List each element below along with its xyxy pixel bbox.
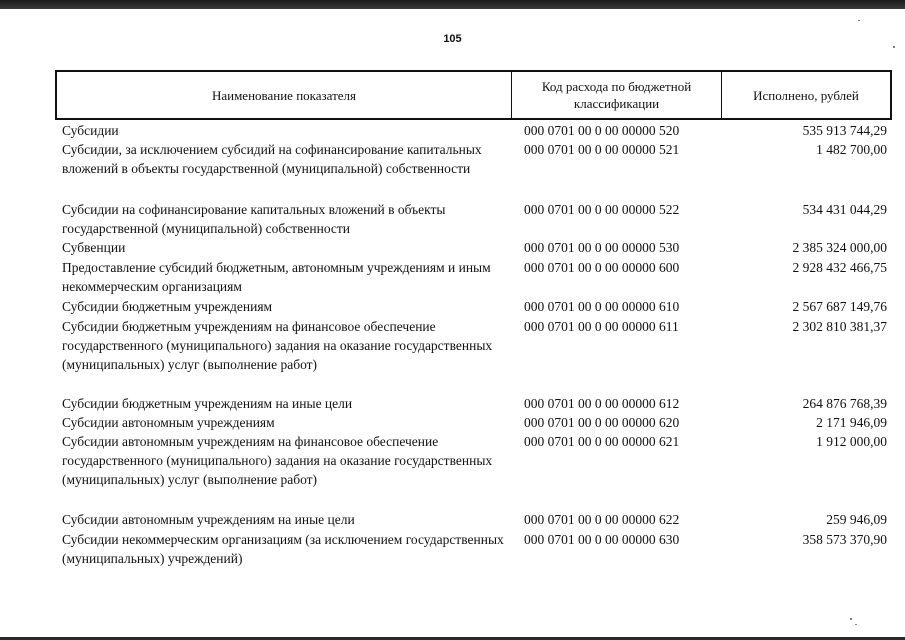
row-code: 000 0701 00 0 00 00000 610 xyxy=(524,299,680,314)
row-code: 000 0701 00 0 00 00000 520 xyxy=(524,123,680,138)
scan-top-edge xyxy=(0,0,905,9)
row-code: 000 0701 00 0 00 00000 521 xyxy=(524,142,680,157)
header-name: Наименование показателя xyxy=(57,72,512,118)
row-code: 000 0701 00 0 00 00000 611 xyxy=(524,319,679,334)
row-name: Субвенции xyxy=(62,240,126,255)
row-name: Субсидии, за исключением субсидий на софинансирование капитальных вложений в объекты государственной (муниципальной) собственности xyxy=(62,142,482,176)
header-amount: Исполнено, рублей xyxy=(753,87,859,103)
row-name: Субсидии автономным учреждениям xyxy=(62,415,275,430)
row-name: Субсидии бюджетным учреждениям на иные цели xyxy=(62,396,353,411)
row-name: Предоставление субсидий бюджетным, автономным учреждениям и иным некоммерческим организациям xyxy=(62,260,491,294)
row-amount: 1 482 700,00 xyxy=(816,142,887,157)
scan-speck xyxy=(855,624,857,625)
page-number: 105 xyxy=(443,33,462,45)
header-code: Код расхода по бюджетной классификации xyxy=(512,72,722,118)
row-name: Субсидии бюджетным учреждениям xyxy=(62,299,273,314)
row-amount: 264 876 768,39 xyxy=(802,396,887,411)
row-code: 000 0701 00 0 00 00000 522 xyxy=(524,202,680,217)
row-code: 000 0701 00 0 00 00000 600 xyxy=(524,260,680,275)
scan-speck xyxy=(858,20,860,21)
row-code: 000 0701 00 0 00 00000 530 xyxy=(524,240,680,255)
scan-speck xyxy=(850,618,852,620)
table-header xyxy=(55,70,892,120)
row-amount: 1 912 000,00 xyxy=(816,434,887,449)
scan-speck xyxy=(893,46,895,48)
row-amount: 2 385 324 000,00 xyxy=(792,240,887,255)
row-name: Субсидии автономным учреждениям на иные цели xyxy=(62,512,355,527)
row-amount: 534 431 044,29 xyxy=(802,202,887,217)
row-name: Субсидии xyxy=(62,123,119,138)
row-amount: 358 573 370,90 xyxy=(802,532,887,547)
row-code: 000 0701 00 0 00 00000 630 xyxy=(524,532,680,547)
row-name: Субсидии некоммерческим организациям (за исключением государственных (муниципальных) учреждений) xyxy=(62,532,504,566)
row-amount: 535 913 744,29 xyxy=(802,123,887,138)
row-name: Субсидии автономным учреждениям на финансовое обеспечение государственного (муниципального) задания на оказание государственных (муниципальных) услуг (выполнение работ) xyxy=(62,434,493,487)
row-name: Субсидии бюджетным учреждениям на финансовое обеспечение государственного (муниципального) задания на оказание государственных (муниципальных) услуг (выполнение работ) xyxy=(62,319,493,372)
row-amount: 2 928 432 466,75 xyxy=(792,260,887,275)
row-code: 000 0701 00 0 00 00000 612 xyxy=(524,396,680,411)
row-amount: 2 171 946,09 xyxy=(816,415,887,430)
row-code: 000 0701 00 0 00 00000 622 xyxy=(524,512,680,527)
row-name: Субсидии на софинансирование капитальных вложений в объекты государственной (муниципальной) собственности xyxy=(62,202,446,236)
row-code: 000 0701 00 0 00 00000 620 xyxy=(524,415,680,430)
row-code: 000 0701 00 0 00 00000 621 xyxy=(524,434,680,449)
row-amount: 259 946,09 xyxy=(826,512,887,527)
row-amount: 2 302 810 381,37 xyxy=(792,319,887,334)
row-amount: 2 567 687 149,76 xyxy=(792,299,887,314)
